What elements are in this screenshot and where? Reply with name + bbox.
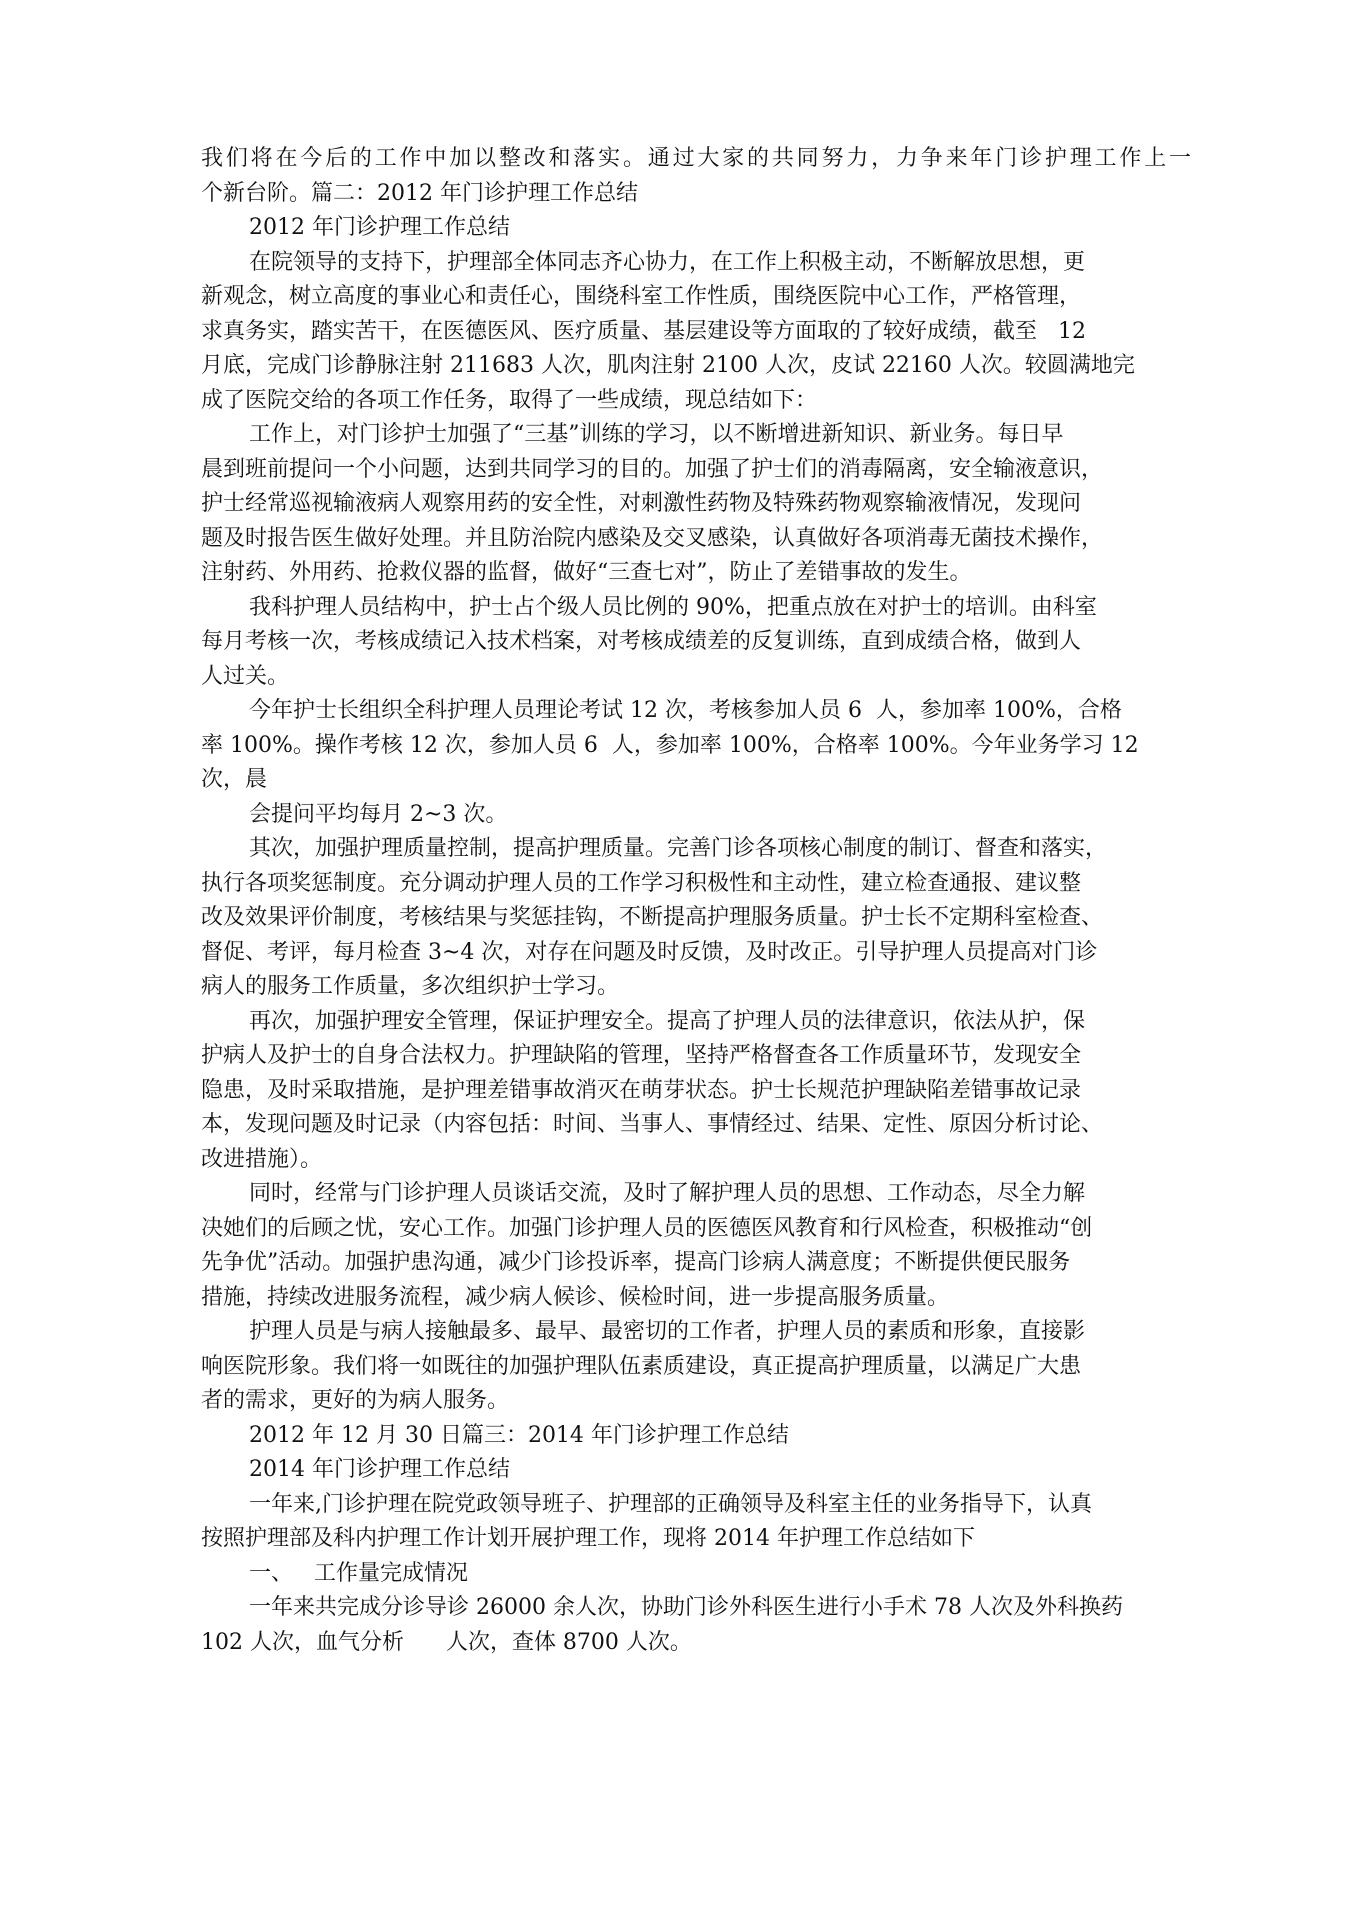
text-line: 响医院形象。我们将一如既往的加强护理队伍素质建设，真正提高护理质量，以满足广大患 bbox=[201, 1353, 1082, 1379]
text-line: 成了医院交给的各项工作任务，取得了一些成绩，现总结如下： bbox=[201, 387, 818, 413]
text-line: 次，晨 bbox=[201, 767, 268, 792]
text-line: 按照护理部及科内护理工作计划开展护理工作，现将 2014 年护理工作总结如下 bbox=[201, 1526, 975, 1551]
text-line: 个新台阶。篇二：2012 年门诊护理工作总结 bbox=[201, 180, 638, 206]
section-heading: 2014 年门诊护理工作总结 bbox=[249, 1457, 510, 1482]
text-line: 其次，加强护理质量控制，提高护理质量。完善门诊各项核心制度的制订、督查和落实， bbox=[249, 836, 1108, 861]
text-line: 护理人员是与病人接触最多、最早、最密切的工作者，护理人员的素质和形象，直接影 bbox=[249, 1319, 1086, 1344]
text-line: 工作上，对门诊护士加强了“三基”训练的学习，以不断增进新知识、新业务。每日早 bbox=[249, 422, 1064, 447]
text-line: 隐患，及时采取措施，是护理差错事故消灭在萌芽状态。护士长规范护理缺陷差错事故记录 bbox=[201, 1077, 1082, 1103]
text-line: 晨到班前提问一个小问题，达到共同学习的目的。加强了护士们的消毒隔离，安全输液意识， bbox=[201, 456, 1104, 482]
text-line: 执行各项奖惩制度。充分调动护理人员的工作学习积极性和主动性，建立检查通报、建议整 bbox=[201, 870, 1082, 896]
text-line: 决她们的后顾之忧，安心工作。加强门诊护理人员的医德医风教育和行风检查，积极推动“创 bbox=[201, 1215, 1093, 1241]
text-line: 病人的服务工作质量，多次组织护士学习。 bbox=[201, 974, 620, 999]
text-line: 每月考核一次，考核成绩记入技术档案，对考核成绩差的反复训练，直到成绩合格，做到人 bbox=[201, 629, 1082, 654]
text-line: 率 100%。操作考核 12 次，参加人员 6 人，参加率 100%，合格率 100%。今年业务学习 12 bbox=[201, 732, 1139, 758]
text-line: 人过关。 bbox=[201, 663, 290, 689]
text-line: 一年来,门诊护理在院党政领导班子、护理部的正确领导及科室主任的业务指导下，认真 bbox=[249, 1491, 1092, 1517]
text-line: 注射药、外用药、抢救仪器的监督，做好“三查七对”，防止了差错事故的发生。 bbox=[201, 560, 972, 585]
text-line: 我们将在今后的工作中加以整改和落实。通过大家的共同努力，力争来年门诊护理工作上一 bbox=[201, 146, 1191, 171]
text-line: 措施，持续改进服务流程，减少病人候诊、候检时间，进一步提高服务质量。 bbox=[201, 1284, 950, 1310]
text-line: 102 人次，血气分析 人次，查体 8700 人次。 bbox=[201, 1629, 692, 1655]
text-line: 在院领导的支持下，护理部全体同志齐心协力，在工作上积极主动，不断解放思想，更 bbox=[249, 249, 1086, 275]
text-line: 先争优”活动。加强护患沟通，减少门诊投诉率，提高门诊病人满意度；不断提供便民服务 bbox=[201, 1250, 1071, 1275]
text-line: 再次，加强护理安全管理，保证护理安全。提高了护理人员的法律意识，依法从护，保 bbox=[249, 1008, 1086, 1034]
text-line: 我科护理人员结构中，护士占个级人员比例的 90%，把重点放在对护士的培训。由科室 bbox=[249, 594, 1097, 620]
text-line: 新观念，树立高度的事业心和责任心，围绕科室工作性质，围绕医院中心工作，严格管理， bbox=[201, 284, 1082, 309]
text-line: 护病人及护士的自身合法权力。护理缺陷的管理，坚持严格督查各工作质量环节，发现安全 bbox=[201, 1043, 1082, 1068]
text-line: 2012 年 12 月 30 日篇三：2014 年门诊护理工作总结 bbox=[249, 1422, 789, 1448]
text-line: 求真务实，踏实苦干，在医德医风、医疗质量、基层建设等方面取的了较好成绩，截至 12 bbox=[201, 318, 1086, 344]
text-line: 改及效果评价制度，考核结果与奖惩挂钩，不断提高护理服务质量。护士长不定期科室检查、 bbox=[201, 905, 1104, 930]
text-line: 月底，完成门诊静脉注射 211683 人次，肌肉注射 2100 人次，皮试 22160 人次。较圆满地完 bbox=[201, 353, 1135, 378]
text-line: 今年护士长组织全科护理人员理论考试 12 次，考核参加人员 6 人，参加率 100%，合格 bbox=[249, 698, 1122, 723]
text-line: 一年来共完成分诊导诊 26000 余人次，协助门诊外科医生进行小手术 78 人次及外科换药 bbox=[249, 1595, 1123, 1620]
text-line: 者的需求，更好的为病人服务。 bbox=[201, 1388, 510, 1413]
text-line: 督促、考评，每月检查 3~4 次，对存在问题及时反馈，及时改正。引导护理人员提高对门诊 bbox=[201, 939, 1098, 965]
text-line: 会提问平均每月 2~3 次。 bbox=[249, 801, 508, 827]
text-line: 改进措施）。 bbox=[201, 1146, 323, 1172]
document-body bbox=[201, 142, 1191, 1660]
text-line: 同时，经常与门诊护理人员谈话交流，及时了解护理人员的思想、工作动态，尽全力解 bbox=[249, 1181, 1086, 1206]
text-line: 本，发现问题及时记录（内容包括：时间、当事人、事情经过、结果、定性、原因分析讨论、 bbox=[201, 1112, 1104, 1137]
section-heading: 2012 年门诊护理工作总结 bbox=[249, 215, 510, 240]
text-line: 题及时报告医生做好处理。并且防治院内感染及交叉感染，认真做好各项消毒无菌技术操作， bbox=[201, 525, 1104, 551]
text-line: 护士经常巡视输液病人观察用药的安全性，对刺激性药物及特殊药物观察输液情况，发现问 bbox=[201, 491, 1082, 516]
section-heading: 一、 工作量完成情况 bbox=[249, 1560, 468, 1586]
